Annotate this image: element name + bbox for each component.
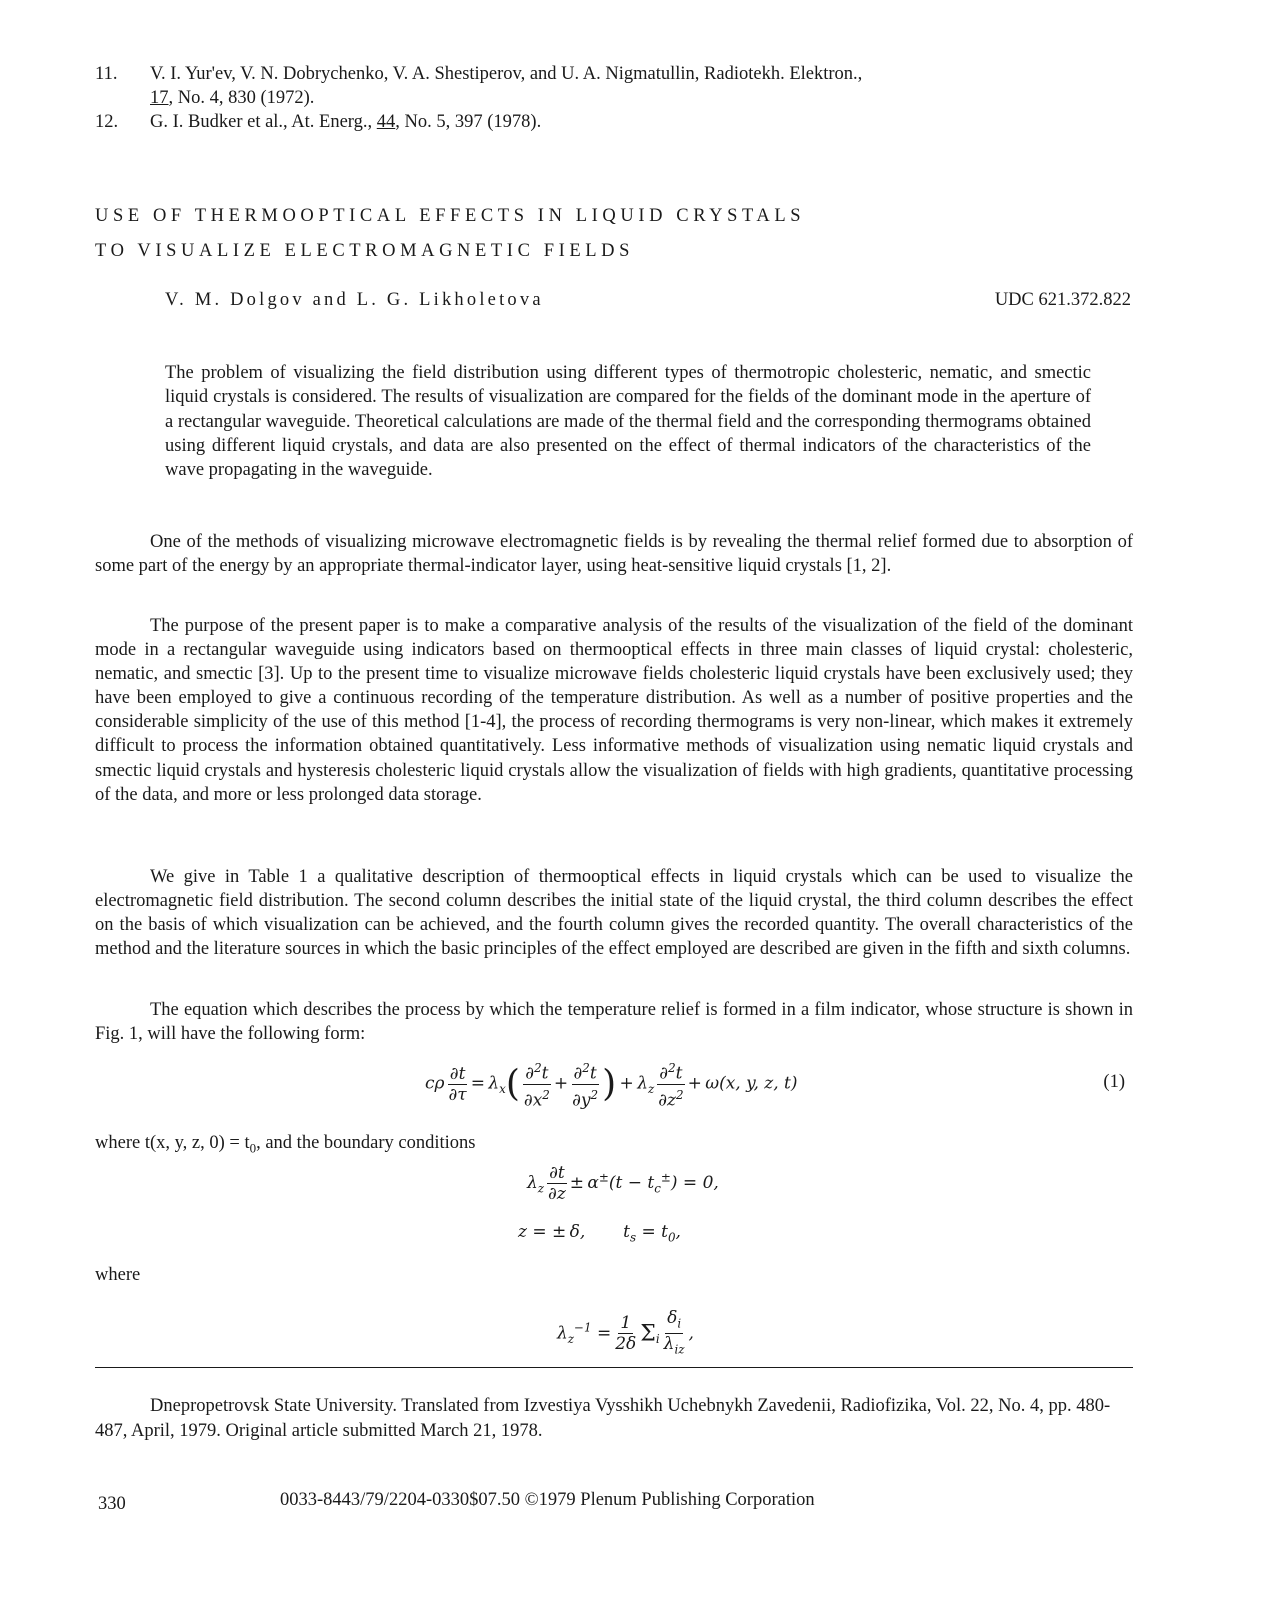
equation-1: cρ $\frac{\partial t}{\partial\tau}$ = $\lambda_x$( $\frac{\partial^2t}{\partial x^2}$ + $\frac{\partial^2t}{\partial y^2}$ ) + $\lambda_z$ $\frac{\partial^2t}{\partial z^2}$ + ω(x, y, z, t) <box>425 1058 797 1110</box>
lambda-equation: $\lambda_z^{-1}$ = $\frac{1}{2\delta}$ $\Sigma_i$ $\frac{\delta_i}{\lambda_{iz}}$ , <box>557 1308 694 1357</box>
page-number: 330 <box>98 1494 126 1514</box>
footnote-divider <box>95 1367 1133 1368</box>
reference-volume: 44 <box>376 112 396 132</box>
article-title-line-1: USE OF THERMOOPTICAL EFFECTS IN LIQUID CRYSTALS <box>95 206 806 226</box>
boundary-condition-equation: $\lambda_z$ $\frac{\partial t}{\partial z}$ ± $\alpha^\pm(t - t_c^\pm) = 0$, <box>527 1163 719 1204</box>
authors: V. M. Dolgov and L. G. Likholetova <box>165 290 544 310</box>
paragraph-text: One of the methods of visualizing microwave electromagnetic fields is by revealing the thermal relief formed due to absorption of some part of the energy by an appropriate thermal-indicator layer, using heat-sensitive liquid crystals [1, 2]. <box>95 532 1133 577</box>
body-paragraph <box>95 530 1133 578</box>
body-paragraph <box>95 614 1133 807</box>
udc-code: UDC 621.372.822 <box>994 290 1131 310</box>
equation-number: (1) <box>1103 1072 1125 1092</box>
paragraph-text: We give in Table 1 a qualitative description of thermooptical effects in liquid crystals which can be used to visualize the electromagnetic field distribution. The second column describes the initial state of the liquid crystal, the third column describes the effect on the basis of which visualization can be achieved, and the fourth column gives the recorded quantity. The overall characteristics of the method and the literature sources in which the basic principles of the effect employed are described are given in the fifth and sixth columns. <box>95 867 1133 960</box>
copyright-line: 0033-8443/79/2204-0330$07.50 ©1979 Plenum Publishing Corporation <box>280 1490 815 1510</box>
reference-number: 12. <box>95 112 119 132</box>
where-label: where <box>95 1265 141 1285</box>
reference-text-rest: , No. 4, 830 (1972). <box>168 88 315 108</box>
reference-volume: 17 <box>150 88 169 108</box>
body-paragraph <box>95 865 1133 961</box>
reference-number: 11. <box>95 64 118 84</box>
body-paragraph <box>95 998 1133 1046</box>
initial-condition-text: where t(x, y, z, $0) = t_0$, and the boundary conditions <box>95 1133 476 1156</box>
boundary-condition-limits: z = ± δ, $t_s = t_0$, <box>518 1222 681 1245</box>
footnote <box>95 1394 1140 1443</box>
article-title-line-2: TO VISUALIZE ELECTROMAGNETIC FIELDS <box>95 241 635 261</box>
reference-text: G. I. Budker et al., At. Energ., <box>150 112 377 132</box>
paragraph-text: The equation which describes the process by which the temperature relief is formed in a film indicator, whose structure is shown in Fig. 1, will have the following form: <box>95 1000 1133 1045</box>
reference-text: V. I. Yur'ev, V. N. Dobrychenko, V. A. Shestiperov, and U. A. Nigmatullin, Radiotekh. Elektron., <box>150 64 863 84</box>
abstract: The problem of visualizing the field distribution using different types of thermotropic cholesteric, nematic, and smectic liquid crystals is considered. The results of visualization are compared for the fields of the dominant mode in the aperture of a rectangular waveguide. Theoretical calculations are made of the thermal field and the corresponding thermograms obtained using different liquid crystals, and data are also presented on the effect of thermal indicators of the characteristics of the wave propagating in the waveguide. <box>165 363 1091 481</box>
footnote-text: Dnepropetrovsk State University. Translated from Izvestiya Vysshikh Uchebnykh Zavedenii, Radiofizika, Vol. 22, No. 4, pp. 480-487, April, 1979. Original article submitted March 21, 1978. <box>95 1396 1111 1441</box>
reference-text-rest: , No. 5, 397 (1978). <box>395 112 542 132</box>
paragraph-text: The purpose of the present paper is to make a comparative analysis of the results of the visualization of the field of the dominant mode in a rectangular waveguide using indicators based on thermooptical effects in three main classes of liquid crystal: cholesteric, nematic, and smectic [3]. Up to the present time to visualize microwave fields cholesteric liquid crystals have been exclusively used; they have been employed to give a continuous recording of the temperature distribution. As well as a number of positive properties and the considerable simplicity of the use of this method [1-4], the process of recording thermograms is very non-linear, which makes it extremely difficult to process the information obtained quantitatively. Less informative methods of visualization using nematic liquid crystals and smectic liquid crystals and hysteresis cholesteric liquid crystals allow the visualization of fields with high gradients, quantitative processing of the data, and more or less prolonged data storage. <box>95 616 1133 805</box>
